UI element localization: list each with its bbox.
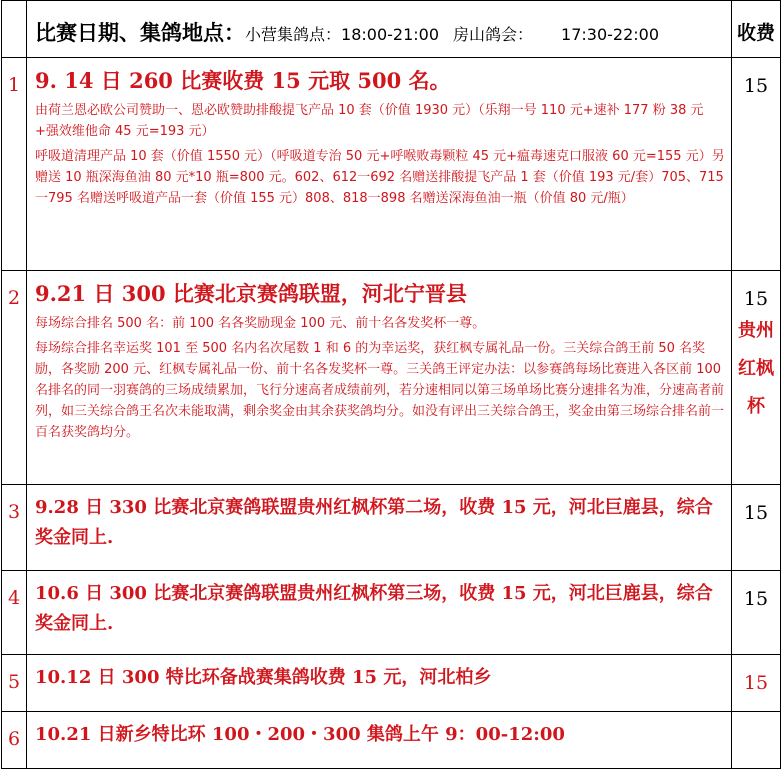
row-number: 1 [2, 58, 27, 271]
fee-note-line: 杯 [747, 396, 765, 417]
row-title: 10.6 日 300 比赛北京赛鸽联盟贵州红枫杯第三场，收费 15 元，河北巨鹿县，综合奖金同上. [35, 583, 713, 634]
fee-note-line: 红枫 [738, 358, 774, 379]
row-fee: 15 [732, 571, 781, 655]
row-detail: 每场综合排名 500 名：前 100 名各奖励现金 100 元、前十名各发奖杯一尊。 [35, 316, 486, 331]
header-time1: 18:00-21:00 [341, 25, 440, 44]
header-fee-label: 收费 [732, 1, 781, 58]
row-fee: 15 [732, 58, 781, 271]
header-time2: 17:30-22:00 [561, 25, 660, 44]
row-content [27, 712, 732, 769]
row-content [27, 58, 732, 271]
row-number: 5 [2, 655, 27, 712]
row-detail: 呼吸道清理产品 10 套（价值 1550 元）（呼吸道专治 50 元+呼喉败毒颗粒 45 元+瘟毒速克口服液 60 元=155 元）另赠送 10 瓶深海鱼油 80 元*10 瓶=800 元。602、612一692 名赠送排酸提飞产品 1 套（价值 193 元/套）705、715一795 名赠送呼吸道产品一套（价值 155 元）808、818一898 名赠送深海鱼油一瓶（价值 80 元/瓶） [35, 149, 725, 206]
header-title: 比赛日期、集鸽地点： [35, 20, 245, 45]
row-fee: 15 [732, 655, 781, 712]
row-title: 9. 14 日 260 比赛收费 15 元取 500 名。 [35, 68, 451, 93]
row-detail: 每场综合排名幸运奖 101 至 500 名内名次尾数 1 和 6 的为幸运奖，获红枫专属礼品一份。三关综合鸽王前 50 名奖励，各奖励 200 元、红枫专属礼品一份、前十名各发奖杯一尊。三关鸽王评定办法：以参赛鸽每场比赛进入各区前 100 名排名的同一羽赛鸽的三场成绩累加，飞行分速高者成绩前列，若分速相同以第三场单场比赛分速排名为准，分速高者前列，如三关综合鸽王名次未能取满，剩余奖金由其余获奖鸽均分。如没有评出三关综合鸽王，奖金由第三场综合排名前一百名获奖鸽均分。 [35, 341, 725, 440]
row-number: 4 [2, 571, 27, 655]
row-fee-cell [732, 271, 781, 485]
header-num-cell [2, 1, 27, 58]
row-title: 10.12 日 300 特比环备战赛集鸽收费 15 元，河北柏乡 [35, 667, 492, 688]
row-number: 3 [2, 485, 27, 571]
table-row [2, 485, 781, 571]
row-detail: 由荷兰恩必欧公司赞助一、恩必欧赞助排酸提飞产品 10 套（价值 1930 元）（乐翔一号 110 元+速补 177 粉 38 元+强效维他命 45 元=193 元） [35, 103, 704, 139]
row-title: 10.21 日新乡特比环 100・200・300 集鸽上午 9：00-12:00 [35, 724, 565, 745]
row-number: 6 [2, 712, 27, 769]
row-title: 9.21 日 300 比赛北京赛鸽联盟，河北宁晋县 [35, 281, 467, 306]
row-content [27, 271, 732, 485]
row-fee: 15 [732, 485, 781, 571]
row-fee: 15 [743, 288, 769, 310]
row-number: 2 [2, 271, 27, 485]
header-loc1: 小营集鸽点： [245, 25, 342, 44]
table-row [2, 655, 781, 712]
row-title: 9.28 日 330 比赛北京赛鸽联盟贵州红枫杯第二场，收费 15 元，河北巨鹿县，综合奖金同上. [35, 497, 713, 548]
row-fee [732, 712, 781, 769]
table-row [2, 271, 781, 485]
row-content [27, 655, 732, 712]
table-row [2, 712, 781, 769]
table-row [2, 58, 781, 271]
row-content [27, 571, 732, 655]
table-row [2, 571, 781, 655]
header-row [2, 1, 781, 58]
row-content [27, 485, 732, 571]
fee-note-line: 贵州 [738, 320, 774, 341]
header-title-cell [27, 1, 732, 58]
header-loc2: 房山鸽会： [453, 25, 534, 44]
schedule-table [1, 0, 781, 769]
